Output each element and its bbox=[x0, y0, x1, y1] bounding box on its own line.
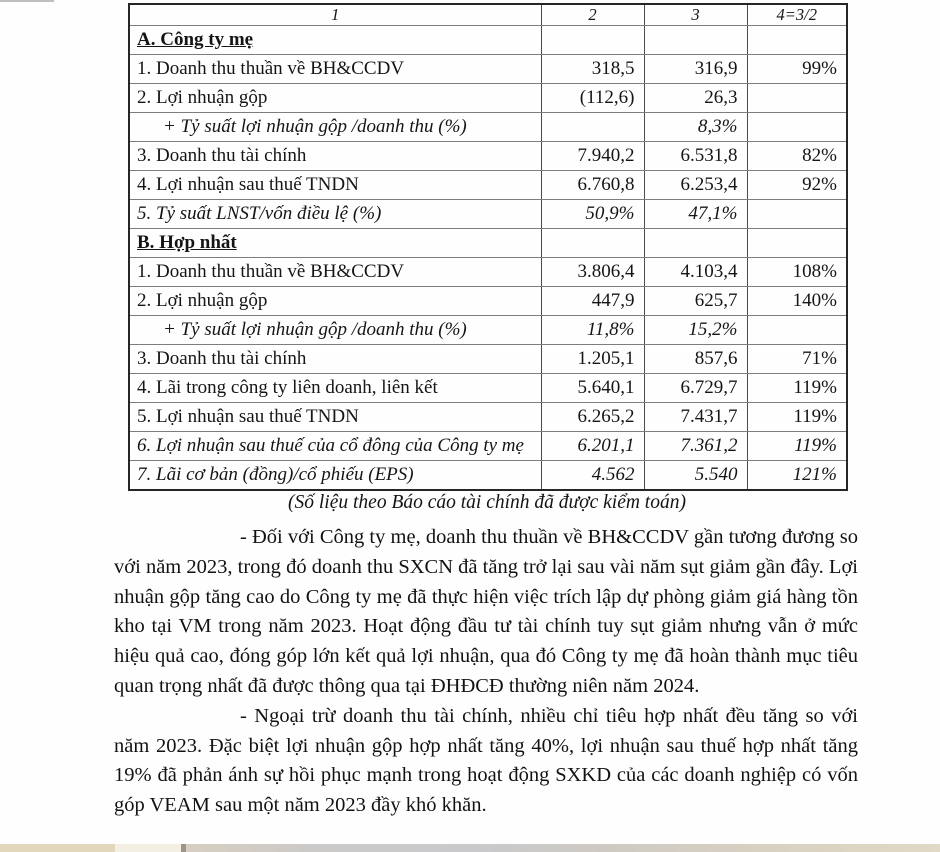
financial-table bbox=[128, 3, 848, 491]
table-row bbox=[129, 345, 847, 374]
row-value bbox=[644, 229, 747, 258]
table-source-caption: (Số liệu theo Báo cáo tài chính đã được kiểm toán) bbox=[288, 492, 686, 513]
scan-strip-gray-segment bbox=[186, 844, 940, 852]
row-value: 5.540 bbox=[644, 461, 747, 490]
row-value: 6.729,7 bbox=[644, 374, 747, 403]
row-label: 1. Doanh thu thuần về BH&CCDV bbox=[129, 258, 541, 287]
row-label: 1. Doanh thu thuần về BH&CCDV bbox=[129, 55, 541, 84]
row-label: B. Hợp nhất bbox=[129, 229, 541, 258]
row-value: 6.531,8 bbox=[644, 142, 747, 171]
row-value bbox=[644, 26, 747, 55]
col-header-2: 2 bbox=[541, 4, 644, 26]
row-value bbox=[747, 113, 847, 142]
row-value: 1.205,1 bbox=[541, 345, 644, 374]
row-value: 5.640,1 bbox=[541, 374, 644, 403]
row-value: 119% bbox=[747, 403, 847, 432]
row-label: 5. Lợi nhuận sau thuế TNDN bbox=[129, 403, 541, 432]
row-label: 4. Lãi trong công ty liên doanh, liên kết bbox=[129, 374, 541, 403]
row-value: 8,3% bbox=[644, 113, 747, 142]
table-row bbox=[129, 113, 847, 142]
row-value: 447,9 bbox=[541, 287, 644, 316]
row-value: 6.760,8 bbox=[541, 171, 644, 200]
table-row bbox=[129, 84, 847, 113]
col-header-4: 4=3/2 bbox=[747, 4, 847, 26]
table-row bbox=[129, 258, 847, 287]
row-value bbox=[541, 113, 644, 142]
row-value: 7.431,7 bbox=[644, 403, 747, 432]
row-label: 3. Doanh thu tài chính bbox=[129, 142, 541, 171]
col-header-3: 3 bbox=[644, 4, 747, 26]
table-row bbox=[129, 316, 847, 345]
row-value: 3.806,4 bbox=[541, 258, 644, 287]
row-value: 92% bbox=[747, 171, 847, 200]
scan-mark-artifact bbox=[0, 0, 54, 2]
row-value bbox=[747, 84, 847, 113]
row-value: 316,9 bbox=[644, 55, 747, 84]
row-value: 4.562 bbox=[541, 461, 644, 490]
row-value: 26,3 bbox=[644, 84, 747, 113]
row-label: 6. Lợi nhuận sau thuế của cổ đông của Công ty mẹ bbox=[129, 432, 541, 461]
scan-strip-tan-segment bbox=[0, 844, 115, 852]
row-value: 140% bbox=[747, 287, 847, 316]
table-row bbox=[129, 55, 847, 84]
row-value bbox=[541, 229, 644, 258]
row-value: 50,9% bbox=[541, 200, 644, 229]
paragraph-consolidated: - Ngoại trừ doanh thu tài chính, nhiều chỉ tiêu hợp nhất đều tăng so với năm 2023. Đặc biệt lợi nhuận gộp hợp nhất tăng 40%, lợi nhuận sau thuế hợp nhất tăng 19% đã phản ánh sự hồi phục mạnh trong hoạt động SXKD của các doanh nghiệp có vốn góp VEAM sau một năm 2023 đầy khó khăn. bbox=[114, 704, 858, 817]
row-value: 99% bbox=[747, 55, 847, 84]
row-label: 7. Lãi cơ bản (đồng)/cổ phiếu (EPS) bbox=[129, 461, 541, 490]
row-value: 6.253,4 bbox=[644, 171, 747, 200]
row-value: 6.265,2 bbox=[541, 403, 644, 432]
row-value: 121% bbox=[747, 461, 847, 490]
col-header-1: 1 bbox=[129, 4, 541, 26]
row-label: 3. Doanh thu tài chính bbox=[129, 345, 541, 374]
row-label: 2. Lợi nhuận gộp bbox=[129, 84, 541, 113]
row-value: 11,8% bbox=[541, 316, 644, 345]
row-value: 82% bbox=[747, 142, 847, 171]
row-value: 4.103,4 bbox=[644, 258, 747, 287]
row-value bbox=[747, 26, 847, 55]
row-label: A. Công ty mẹ bbox=[129, 26, 541, 55]
row-label: 4. Lợi nhuận sau thuế TNDN bbox=[129, 171, 541, 200]
table-row bbox=[129, 26, 847, 55]
table-body bbox=[129, 26, 847, 490]
row-label: 5. Tỷ suất LNST/vốn điều lệ (%) bbox=[129, 200, 541, 229]
scan-strip-cream-segment bbox=[115, 844, 181, 852]
table-row bbox=[129, 200, 847, 229]
table-row bbox=[129, 374, 847, 403]
row-value: 15,2% bbox=[644, 316, 747, 345]
row-value: 857,6 bbox=[644, 345, 747, 374]
row-value: 6.201,1 bbox=[541, 432, 644, 461]
row-value bbox=[541, 26, 644, 55]
row-value bbox=[747, 229, 847, 258]
row-label: + Tỷ suất lợi nhuận gộp /doanh thu (%) bbox=[129, 316, 541, 345]
row-value: 119% bbox=[747, 432, 847, 461]
commentary-text bbox=[114, 523, 858, 821]
paragraph-parent-company: - Đối với Công ty mẹ, doanh thu thuần về BH&CCDV gần tương đương so với năm 2023, trong đó doanh thu SXCN đã tăng trở lại sau vài năm sụt giảm gần đây. Lợi nhuận gộp tăng cao do Công ty mẹ đã thực hiện việc trích lập dự phòng giảm giá hàng tồn kho tại VM trong năm 2023. Hoạt động đầu tư tài chính tuy sụt giảm nhưng vẫn ở mức hiệu quả cao, đóng góp lớn kết quả lợi nhuận, qua đó Công ty mẹ đã hoàn thành mục tiêu quan trọng nhất đã được thông qua tại ĐHĐCĐ thường niên năm 2024. bbox=[114, 526, 858, 697]
table-row bbox=[129, 171, 847, 200]
table-row bbox=[129, 142, 847, 171]
row-value: 7.940,2 bbox=[541, 142, 644, 171]
row-label: + Tỷ suất lợi nhuận gộp /doanh thu (%) bbox=[129, 113, 541, 142]
row-value: 119% bbox=[747, 374, 847, 403]
table-row bbox=[129, 287, 847, 316]
row-value: 47,1% bbox=[644, 200, 747, 229]
table-row bbox=[129, 229, 847, 258]
row-value: 108% bbox=[747, 258, 847, 287]
scan-edge-artifact bbox=[0, 844, 940, 852]
table-row bbox=[129, 432, 847, 461]
table-row bbox=[129, 403, 847, 432]
row-value: (112,6) bbox=[541, 84, 644, 113]
row-value: 318,5 bbox=[541, 55, 644, 84]
row-value: 71% bbox=[747, 345, 847, 374]
table-row bbox=[129, 461, 847, 490]
row-value: 7.361,2 bbox=[644, 432, 747, 461]
row-label: 2. Lợi nhuận gộp bbox=[129, 287, 541, 316]
table-header-row bbox=[129, 4, 847, 26]
row-value bbox=[747, 200, 847, 229]
row-value bbox=[747, 316, 847, 345]
row-value: 625,7 bbox=[644, 287, 747, 316]
